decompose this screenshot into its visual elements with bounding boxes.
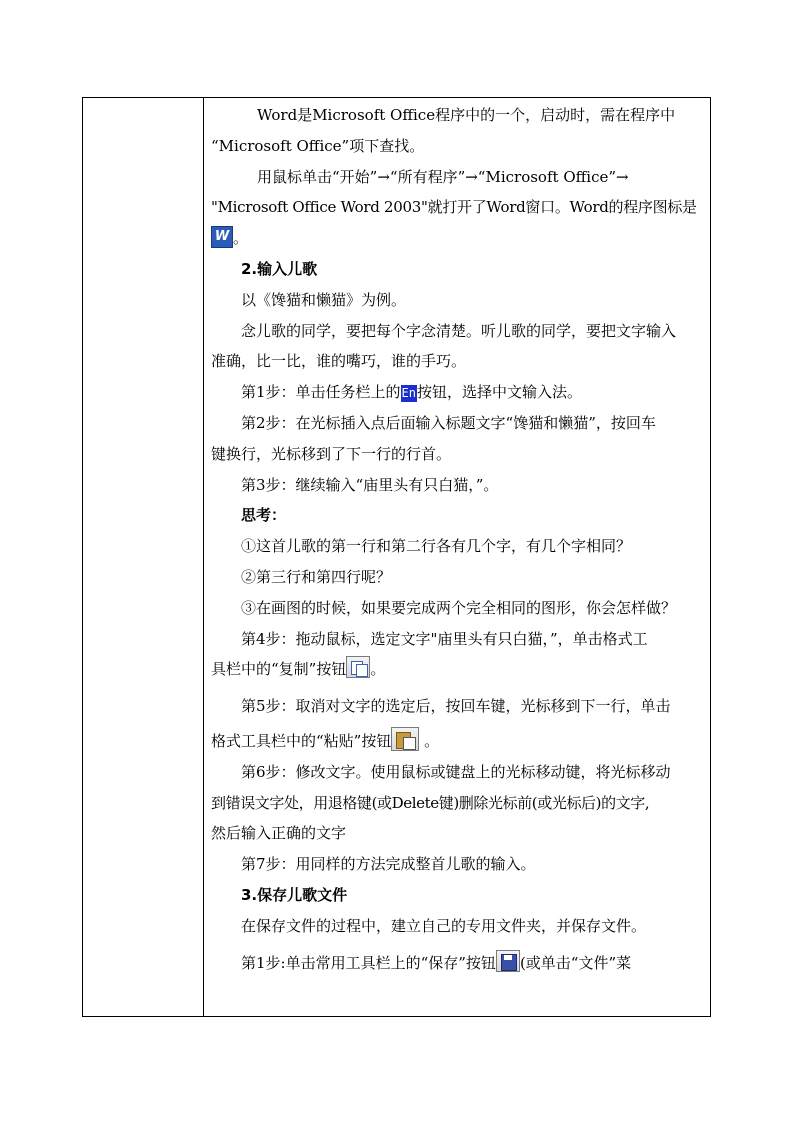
paragraph-line: 第5步：取消对文字的选定后，按回车键，光标移到下一行，单击 [241, 697, 671, 716]
question-line: ①这首儿歌的第一行和第二行各有几个字，有几个字相同？ [241, 537, 632, 556]
paragraph-line [211, 223, 705, 254]
paragraph-line: 到错误文字处，用退格键(或Delete键)删除光标前(或光标后)的文字, [211, 793, 650, 812]
paragraph-line: 键换行，光标移到了下一行的行首。 [211, 444, 452, 463]
paragraph-line: “Microsoft Office”项下查找。 [211, 136, 425, 155]
content-table [82, 97, 711, 1017]
left-column-cell [83, 98, 204, 1016]
save-icon [496, 950, 520, 972]
paragraph-line: "Microsoft Office Word 2003"就打开了Word窗口。Word的程序图标是 [211, 198, 697, 217]
question-line: ②第三行和第四行呢？ [241, 567, 392, 586]
word-program-icon: W [211, 226, 233, 248]
paragraph-line: 准确，比一比，谁的嘴巧，谁的手巧。 [211, 352, 467, 371]
paragraph-line: 以《馋猫和懒猫》为例。 [241, 290, 407, 309]
text-span: 第1步：单击任务栏上的 [241, 383, 401, 402]
paragraph-line [211, 726, 705, 757]
question-line: ③在画图的时候，如果要完成两个完全相同的图形，你会怎样做？ [241, 598, 677, 617]
text-span: 第1步:单击常用工具栏上的“保存”按钮 [241, 953, 496, 972]
text-span: 。 [233, 229, 249, 248]
paragraph-line: Word是Microsoft Office程序中的一个，启动时，需在程序中 [257, 106, 676, 124]
paragraph-line [211, 948, 705, 979]
lesson-content [211, 100, 705, 978]
section-heading: 3.保存儿歌文件 [241, 885, 348, 904]
paragraph-line: 念儿歌的同学，要把每个字念清楚。听儿歌的同学，要把文字输入 [241, 321, 677, 340]
en-input-icon: En [401, 385, 416, 400]
paragraph-line: 第4步：拖动鼠标，选定文字"庙里头有只白猫，”，单击格式工 [241, 629, 648, 648]
paragraph-line [211, 377, 705, 408]
paragraph-line: 用鼠标单击“开始”→“所有程序”→“Microsoft Office”→ [257, 167, 629, 186]
section-heading: 2.输入儿歌 [241, 259, 318, 278]
think-heading: 思考： [241, 506, 287, 525]
copy-icon [346, 656, 370, 678]
text-span: 。 [419, 731, 440, 750]
text-span: 按钮，选择中文输入法。 [417, 383, 583, 402]
paragraph-line: 然后输入正确的文字 [211, 824, 347, 843]
paragraph-line: 第6步：修改文字。使用鼠标或键盘上的光标移动键，将光标移动 [241, 762, 671, 781]
right-column-cell [204, 98, 710, 1016]
paragraph-line: 第2步：在光标插入点后面输入标题文字“馋猫和懒猫”，按回车 [241, 413, 656, 432]
paragraph-line: 在保存文件的过程中，建立自己的专用文件夹，并保存文件。 [241, 916, 647, 935]
text-span: 具栏中的“复制”按钮 [211, 660, 347, 679]
paragraph-line [211, 654, 705, 685]
paragraph-line: 第7步：用同样的方法完成整首儿歌的输入。 [241, 855, 536, 874]
text-span: (或单击“文件”菜 [519, 953, 632, 972]
paste-icon [391, 727, 419, 751]
text-span: 格式工具栏中的“粘贴”按钮 [211, 731, 392, 750]
text-span: 。 [370, 660, 386, 679]
paragraph-line: 第3步：继续输入“庙里头有只白猫，”。 [241, 475, 499, 494]
